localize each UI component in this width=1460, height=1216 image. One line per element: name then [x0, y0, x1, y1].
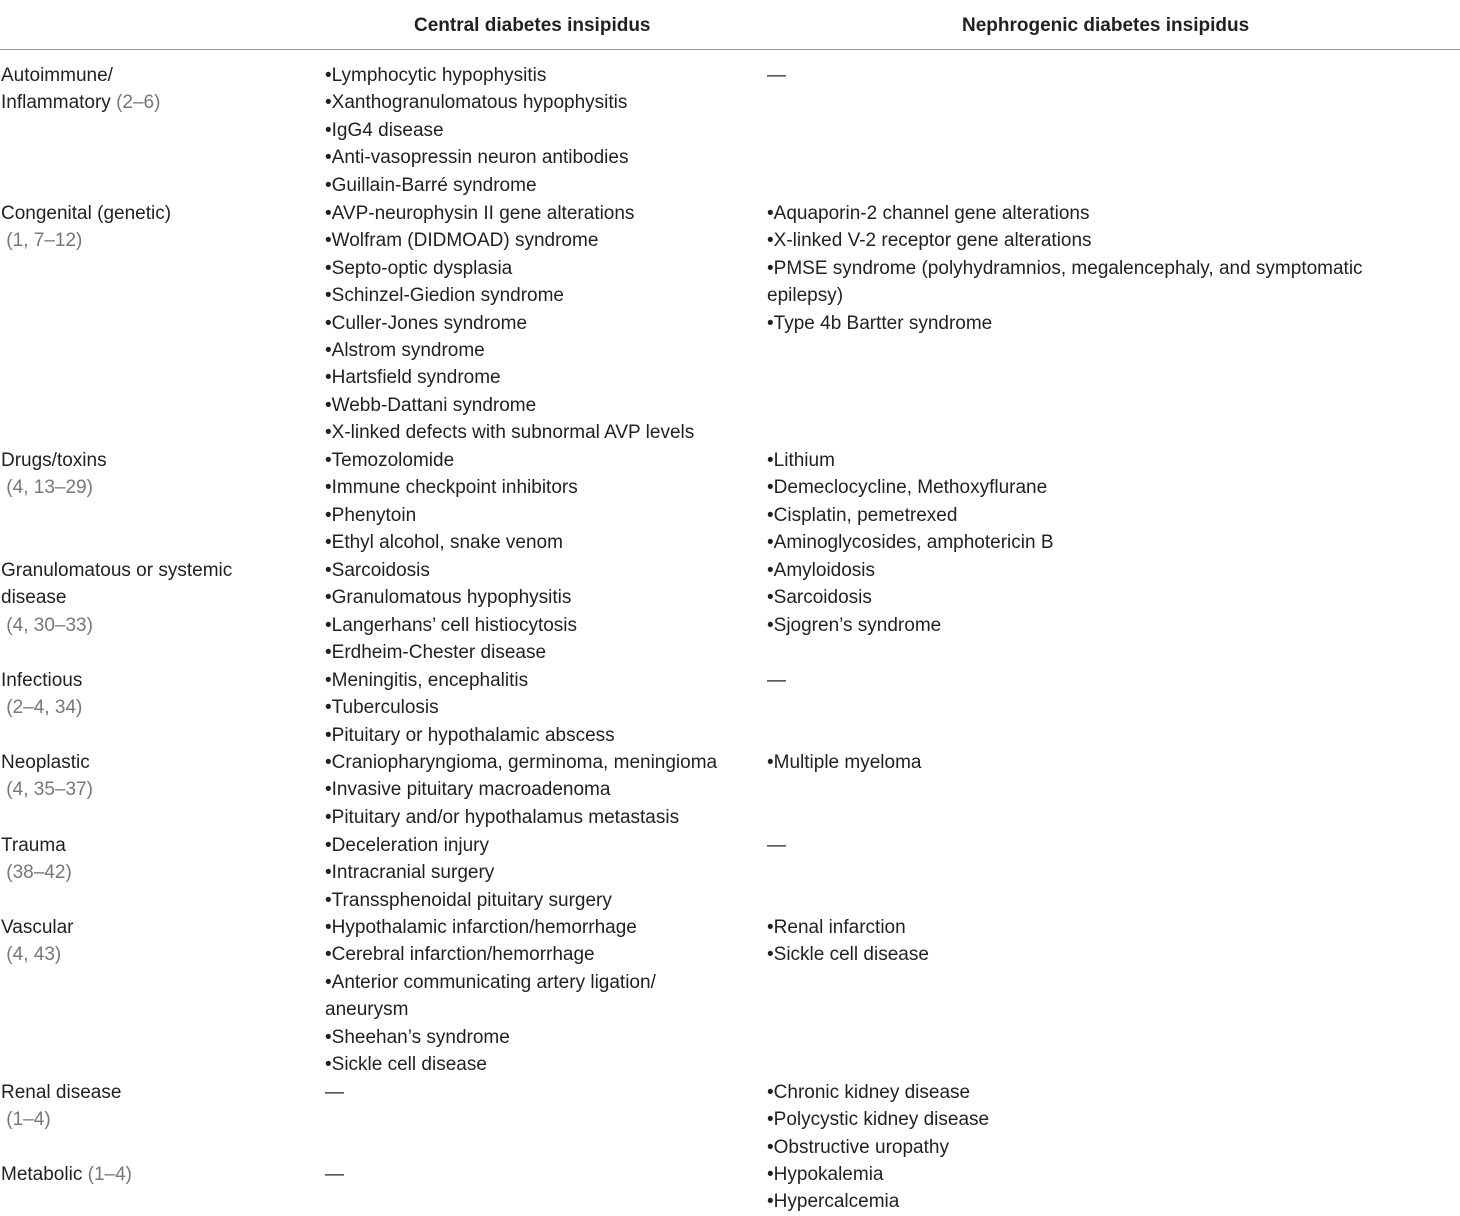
list-item: •Ethyl alcohol, snake venom — [325, 532, 563, 554]
citation-link[interactable]: 4 — [12, 614, 24, 636]
list-item: •Immune checkpoint inhibitors — [325, 477, 578, 499]
list-item: •Guillain-Barré syndrome — [325, 174, 537, 196]
category-cell — [1, 914, 301, 969]
list-item: •Transsphenoidal pituitary surgery — [325, 889, 612, 911]
citation-link[interactable]: 30–33 — [33, 614, 87, 636]
empty-dash: — — [325, 1164, 344, 1185]
citation-link[interactable]: 1 — [12, 230, 24, 252]
empty-dash: — — [767, 670, 786, 691]
category-label: Congenital (genetic) — [1, 203, 172, 224]
category-cell — [1, 200, 301, 255]
central-cell — [325, 832, 745, 914]
category-cell — [1, 557, 301, 639]
citation-link[interactable]: 43 — [33, 944, 55, 966]
list-item: •Anterior communicating artery ligation/ — [325, 971, 656, 993]
nephrogenic-cell — [767, 200, 1427, 337]
citation-link[interactable]: 34 — [54, 697, 77, 719]
list-item: •Hartsfield syndrome — [325, 367, 501, 389]
list-item: •Renal infarction — [767, 917, 906, 938]
nephrogenic-cell — [767, 749, 1427, 776]
nephrogenic-cell — [767, 1161, 1427, 1216]
category-cell — [1, 832, 301, 887]
citation-link[interactable]: 4 — [12, 944, 24, 966]
list-item: •Pituitary or hypothalamic abscess — [325, 724, 615, 746]
list-item: •Obstructive uropathy — [767, 1136, 949, 1158]
list-item: •Invasive pituitary macroadenoma — [325, 779, 611, 801]
list-item: •Type 4b Bartter syndrome — [767, 312, 993, 334]
list-item: •X-linked defects with subnormal AVP levels — [325, 422, 695, 444]
list-item-continuation: aneurysm — [325, 999, 409, 1021]
category-cell — [1, 447, 301, 502]
list-item: •Aminoglycosides, amphotericin B — [767, 532, 1054, 554]
list-item: •Aquaporin-2 channel gene alterations — [767, 203, 1090, 224]
central-cell — [325, 1161, 745, 1188]
category-label: Inflammatory (2–6) — [1, 92, 161, 114]
list-item: •Langerhans’ cell histiocytosis — [325, 614, 578, 636]
citation-link[interactable]: 2–4 — [12, 697, 45, 719]
empty-dash: — — [325, 1082, 344, 1103]
list-item: •Cerebral infarction/hemorrhage — [325, 944, 595, 966]
category-refs: (4, 13–29) — [1, 477, 93, 499]
citation-link[interactable]: 4 — [12, 779, 24, 801]
category-label: Metabolic (1–4) — [1, 1164, 132, 1185]
category-refs: (2–4, 34) — [1, 697, 83, 719]
central-cell — [325, 667, 745, 749]
list-item: •X-linked V-2 receptor gene alterations — [767, 230, 1092, 252]
category-refs: (38–42) — [1, 862, 72, 884]
category-cell — [1, 667, 301, 722]
nephrogenic-cell — [767, 447, 1427, 557]
list-item: •Multiple myeloma — [767, 752, 922, 773]
list-item: •Alstrom syndrome — [325, 340, 485, 362]
category-refs: (1–4) — [1, 1109, 51, 1131]
list-item: •Lymphocytic hypophysitis — [325, 65, 547, 86]
list-item: •Webb-Dattani syndrome — [325, 394, 537, 416]
list-item: •Anti-vasopressin neuron antibodies — [325, 147, 629, 169]
category-label: Vascular — [1, 917, 74, 938]
central-cell — [325, 62, 745, 199]
citation-link[interactable]: 4 — [12, 477, 24, 499]
list-item: •Cisplatin, pemetrexed — [767, 504, 958, 526]
list-item: •Chronic kidney disease — [767, 1082, 971, 1103]
nephrogenic-cell — [767, 667, 1427, 694]
list-item: •PMSE syndrome (polyhydramnios, megalencephaly, and symptomatic — [767, 257, 1363, 279]
category-label: Trauma — [1, 835, 66, 856]
nephrogenic-cell — [767, 1079, 1427, 1161]
table-header — [0, 0, 1460, 50]
list-item: •Sarcoidosis — [767, 587, 872, 609]
citation-link[interactable]: 7–12 — [33, 230, 77, 252]
list-item: •Temozolomide — [325, 450, 455, 471]
list-item: •Hypothalamic infarction/hemorrhage — [325, 917, 637, 938]
nephrogenic-cell — [767, 914, 1427, 969]
list-item: •Granulomatous hypophysitis — [325, 587, 572, 609]
category-refs: (4, 43) — [1, 944, 62, 966]
category-label: Autoimmune/ — [1, 65, 113, 86]
list-item: •Schinzel-Giedion syndrome — [325, 285, 564, 307]
category-refs: (4, 30–33) — [1, 614, 93, 636]
citation-link[interactable]: 2–6 — [122, 92, 155, 114]
central-cell — [325, 1079, 745, 1106]
category-cell — [1, 1079, 301, 1134]
nephrogenic-cell — [767, 832, 1427, 859]
category-cell — [1, 749, 301, 804]
list-item: •Craniopharyngioma, germinoma, meningioma — [325, 752, 718, 773]
category-label: Renal disease — [1, 1082, 122, 1103]
list-item: •Deceleration injury — [325, 835, 490, 856]
nephrogenic-cell — [767, 62, 1427, 89]
header-central-di: Central diabetes insipidus — [414, 15, 651, 36]
list-item: •Intracranial surgery — [325, 862, 495, 884]
list-item: •Wolfram (DIDMOAD) syndrome — [325, 230, 599, 252]
central-cell — [325, 749, 745, 831]
citation-link[interactable]: 1–4 — [12, 1109, 45, 1131]
list-item: •Amyloidosis — [767, 560, 876, 581]
list-item: •Pituitary and/or hypothalamus metastasis — [325, 806, 680, 828]
list-item: •Lithium — [767, 450, 835, 471]
category-cell — [1, 62, 301, 117]
list-item: •Sarcoidosis — [325, 560, 430, 581]
list-item: •Sjogren’s syndrome — [767, 614, 942, 636]
list-item: •Meningitis, encephalitis — [325, 670, 529, 691]
list-item: •Sheehan’s syndrome — [325, 1026, 510, 1048]
empty-dash: — — [767, 835, 786, 856]
category-label: Granulomatous or systemic — [1, 560, 233, 581]
list-item: •Hypokalemia — [767, 1164, 884, 1185]
category-label: Neoplastic — [1, 752, 90, 773]
list-item: •Erdheim-Chester disease — [325, 642, 547, 664]
category-label: Drugs/toxins — [1, 450, 107, 471]
list-item: •Septo-optic dysplasia — [325, 257, 513, 279]
central-cell — [325, 447, 745, 557]
central-cell — [325, 914, 745, 1078]
citation-link[interactable]: 13–29 — [33, 477, 87, 499]
list-item-continuation: epilepsy) — [767, 285, 844, 307]
list-item: •Phenytoin — [325, 504, 417, 526]
empty-dash: — — [767, 65, 786, 86]
list-item: •Xanthogranulomatous hypophysitis — [325, 92, 628, 114]
category-cell — [1, 1161, 301, 1188]
central-cell — [325, 200, 745, 447]
list-item: •Demeclocycline, Methoxyflurane — [767, 477, 1048, 499]
list-item: •Sickle cell disease — [325, 1054, 487, 1076]
citation-link[interactable]: 38–42 — [12, 862, 66, 884]
category-label: Infectious — [1, 670, 83, 691]
citation-link[interactable]: 35–37 — [33, 779, 87, 801]
nephrogenic-cell — [767, 557, 1427, 639]
citation-link[interactable]: 1–4 — [93, 1164, 126, 1185]
list-item: •Hypercalcemia — [767, 1191, 900, 1213]
list-item: •Culler-Jones syndrome — [325, 312, 528, 334]
category-label: disease — [1, 587, 67, 609]
list-item: •IgG4 disease — [325, 119, 444, 141]
list-item: •Sickle cell disease — [767, 944, 929, 966]
list-item: •Polycystic kidney disease — [767, 1109, 990, 1131]
header-nephrogenic-di: Nephrogenic diabetes insipidus — [962, 15, 1250, 36]
category-refs: (4, 35–37) — [1, 779, 93, 801]
list-item: •Tuberculosis — [325, 697, 439, 719]
central-cell — [325, 557, 745, 667]
list-item: •AVP-neurophysin II gene alterations — [325, 203, 635, 224]
category-refs: (1, 7–12) — [1, 230, 83, 252]
